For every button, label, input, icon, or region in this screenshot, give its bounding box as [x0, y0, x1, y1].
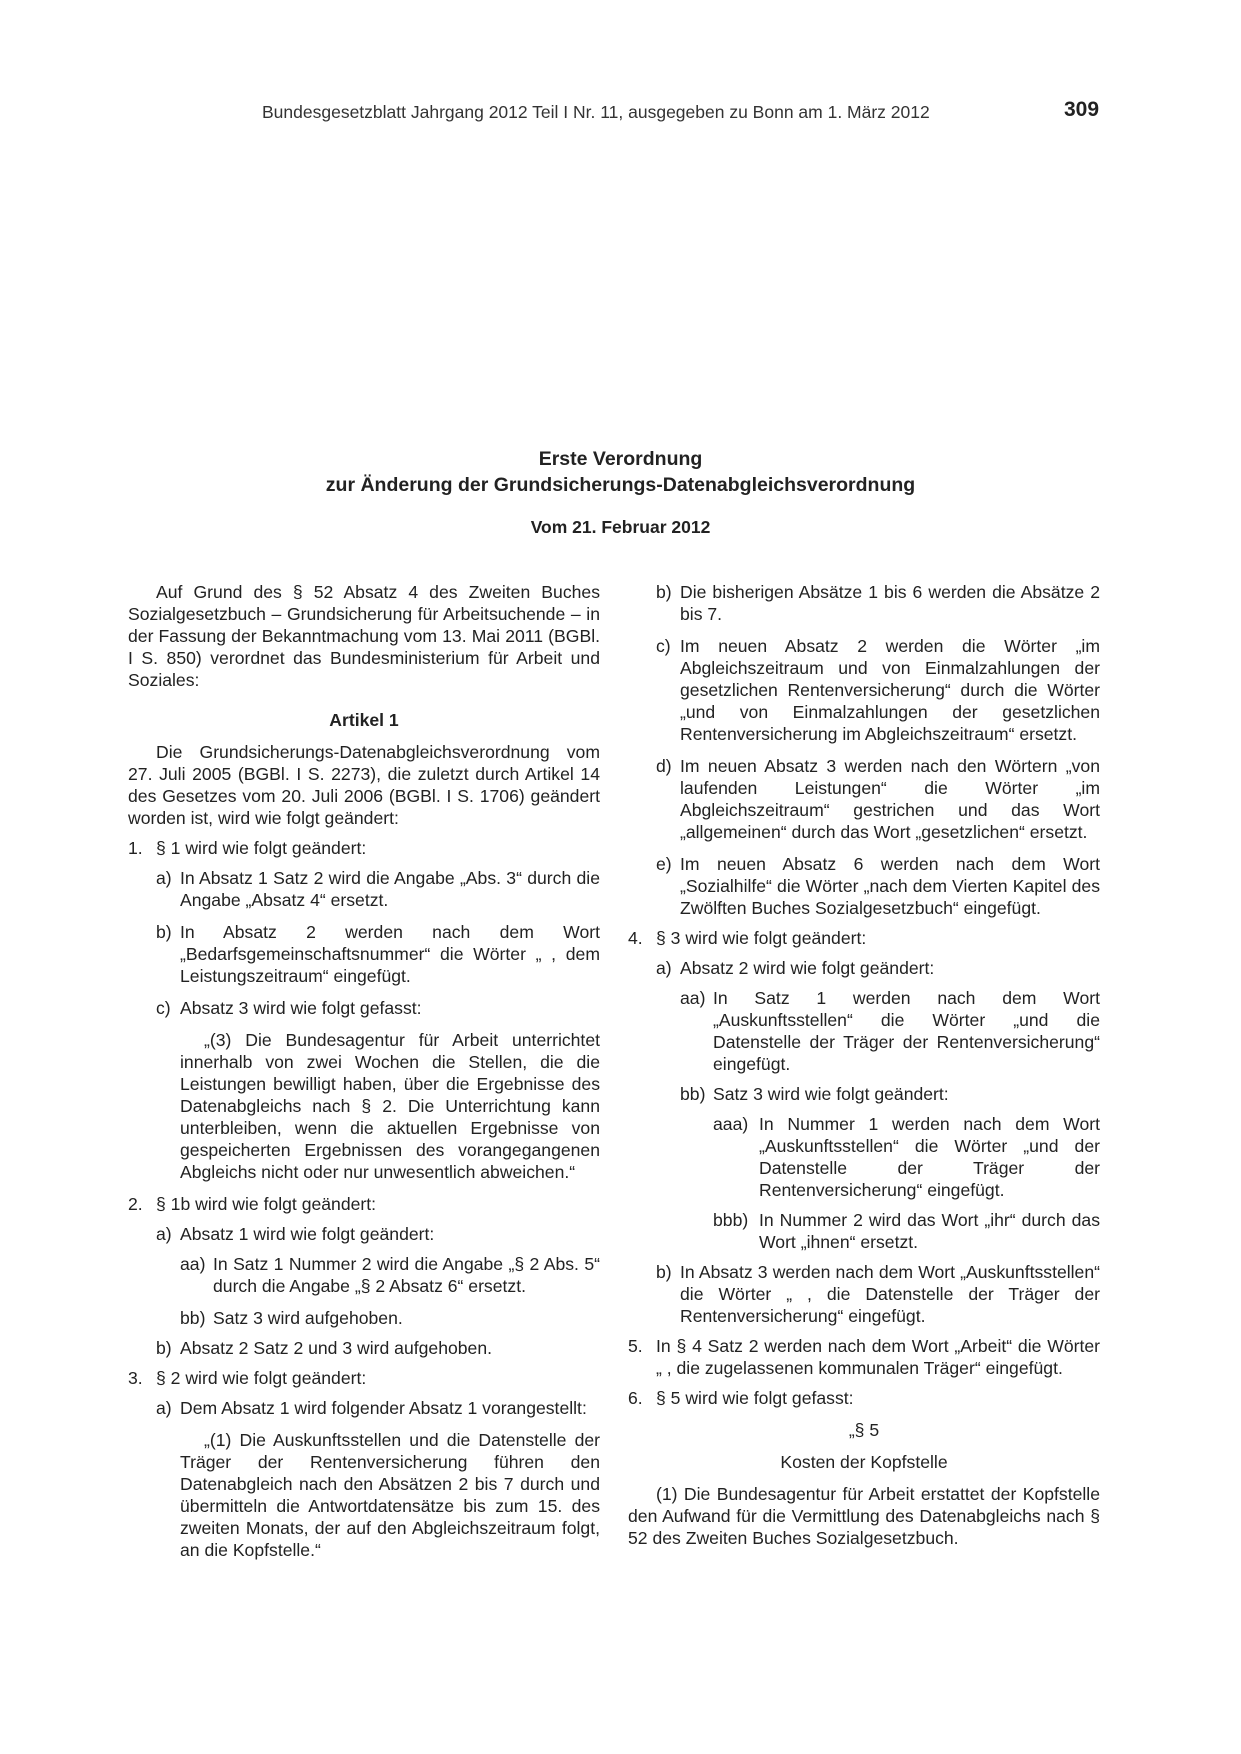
- list-item: 6. § 5 wird wie folgt gefasst:: [628, 1388, 854, 1408]
- running-header: [0, 100, 1241, 130]
- list-item: a) Absatz 1 wird wie folgt geändert:: [156, 1224, 435, 1244]
- list-item: bbb) In Nummer 2 wird das Wort „ihr“ durch das Wort „ihnen“ ersetzt.: [713, 1210, 1100, 1252]
- quoted-paragraph: „(3) Die Bundesagentur für Arbeit unterrichtet innerhalb von zwei Wochen die Stellen, die die Leistungen bewilligt haben, über die Ergebnisse des Datenabgleichs nach § 2. Die Unterrichtung kann unterbleiben, wenn die aktuellen Ergebnisse von gespeicherten Ergebnissen des vorangegangenen Abgleichs nicht oder nur unwesentlich abweichen.“: [180, 1030, 600, 1182]
- ordinance-date: Vom 21. Februar 2012: [530, 517, 711, 537]
- list-item: aa) In Satz 1 werden nach dem Wort „Auskunftsstellen“ die Wörter „und die Datenstelle der Träger der Rentenversicherung“ eingefügt.: [680, 988, 1100, 1074]
- list-item: aa) In Satz 1 Nummer 2 wird die Angabe „§ 2 Abs. 5“ durch die Angabe „§ 2 Absatz 6“ ersetzt.: [180, 1254, 600, 1296]
- list-item: b) In Absatz 2 werden nach dem Wort „Bedarfsgemeinschaftsnummer“ die Wörter „ , dem Leistungszeitraum“ eingefügt.: [156, 922, 600, 986]
- ordinance-subtitle: zur Änderung der Grundsicherungs-Datenabgleichsverordnung: [325, 474, 916, 496]
- section-paragraph: (1) Die Bundesagentur für Arbeit erstattet der Kopfstelle den Aufwand für die Vermittlung des Datenabgleichs nach § 52 des Zweiten Buches Sozialgesetzbuch.: [628, 1484, 1100, 1548]
- article-intro: Die Grundsicherungs-Datenabgleichsverordnung vom 27. Juli 2005 (BGBl. I S. 2273), die zuletzt durch Artikel 14 des Gesetzes vom 20. Juli 2006 (BGBl. I S. 1706) geändert worden ist, wird wie folgt geändert:: [128, 742, 600, 828]
- list-item: a) Dem Absatz 1 wird folgender Absatz 1 vorangestellt:: [156, 1398, 587, 1418]
- list-item: 5. In § 4 Satz 2 werden nach dem Wort „Arbeit“ die Wörter „ , die zugelassenen kommunalen Träger“ eingefügt.: [628, 1336, 1100, 1378]
- list-item: 3. § 2 wird wie folgt geändert:: [128, 1368, 367, 1388]
- section-number: „§ 5: [848, 1420, 880, 1440]
- ordinance-title: Erste Verordnung: [538, 448, 703, 470]
- list-item: 2. § 1b wird wie folgt geändert:: [128, 1194, 377, 1214]
- list-item: a) Absatz 2 wird wie folgt geändert:: [656, 958, 935, 978]
- page-number: 309: [1064, 98, 1100, 121]
- list-item: 1. § 1 wird wie folgt geändert:: [128, 838, 367, 858]
- right-column: [628, 581, 1100, 1549]
- list-item: bb) Satz 3 wird wie folgt geändert:: [680, 1084, 949, 1104]
- list-item: e) Im neuen Absatz 6 werden nach dem Wort „Sozialhilfe“ die Wörter „nach dem Vierten Kapitel des Zwölften Buches Sozialgesetzbuch“ eingefügt.: [656, 854, 1100, 918]
- list-item: aaa) In Nummer 1 werden nach dem Wort „Auskunftsstellen“ die Wörter „und der Datenstelle der Träger der Rentenversicherung“ eingefügt.: [713, 1114, 1100, 1200]
- list-item: bb) Satz 3 wird aufgehoben.: [180, 1308, 403, 1328]
- preamble: Auf Grund des § 52 Absatz 4 des Zweiten Buches Sozialgesetzbuch – Grundsicherung für Arbeitsuchende – in der Fassung der Bekanntmachung vom 13. Mai 2011 (BGBl. I S. 850) verordnet das Bundesministerium für Arbeit und Soziales:: [128, 582, 600, 690]
- quoted-paragraph: „(1) Die Auskunftsstellen und die Datenstelle der Träger der Rentenversicherung führen den Datenabgleich nach den Absätzen 2 bis 7 durch und übermitteln die Antwortdatensätze bis zum 15. des zweiten Monats, der auf den Abgleichszeitraum folgt, an die Kopfstelle.“: [180, 1430, 600, 1560]
- list-item: d) Im neuen Absatz 3 werden nach den Wörtern „von laufenden Leistungen“ die Wörter „im Abgleichszeitraum“ gestrichen und das Wort „allgemeinen“ durch das Wort „gesetzlichen“ ersetzt.: [656, 756, 1100, 842]
- list-item: c) Im neuen Absatz 2 werden die Wörter „im Abgleichszeitraum und von Einmalzahlungen der gesetzlichen Rentenversicherung“ durch die Wörter „und von Einmalzahlungen der gesetzlichen Rentenversicherung im Abgleichszeitraum“ ersetzt.: [656, 636, 1100, 744]
- list-item: 4. § 3 wird wie folgt geändert:: [628, 928, 867, 948]
- running-title: Bundesgesetzblatt Jahrgang 2012 Teil I Nr. 11, ausgegeben zu Bonn am 1. März 2012: [262, 102, 930, 122]
- list-item: b) Die bisherigen Absätze 1 bis 6 werden die Absätze 2 bis 7.: [656, 582, 1100, 624]
- list-item: c) Absatz 3 wird wie folgt gefasst:: [156, 998, 422, 1018]
- list-item: b) In Absatz 3 werden nach dem Wort „Auskunftsstellen“ die Wörter „ , die Datenstelle der Träger der Rentenversicherung“ eingefügt.: [656, 1262, 1100, 1326]
- list-item: a) In Absatz 1 Satz 2 wird die Angabe „Abs. 3“ durch die Angabe „Absatz 4“ ersetzt.: [156, 868, 600, 910]
- section-title: Kosten der Kopfstelle: [780, 1452, 948, 1472]
- list-item: b) Absatz 2 Satz 2 und 3 wird aufgehoben.: [156, 1338, 493, 1358]
- article-heading: Artikel 1: [329, 710, 399, 730]
- left-column: [128, 581, 600, 1561]
